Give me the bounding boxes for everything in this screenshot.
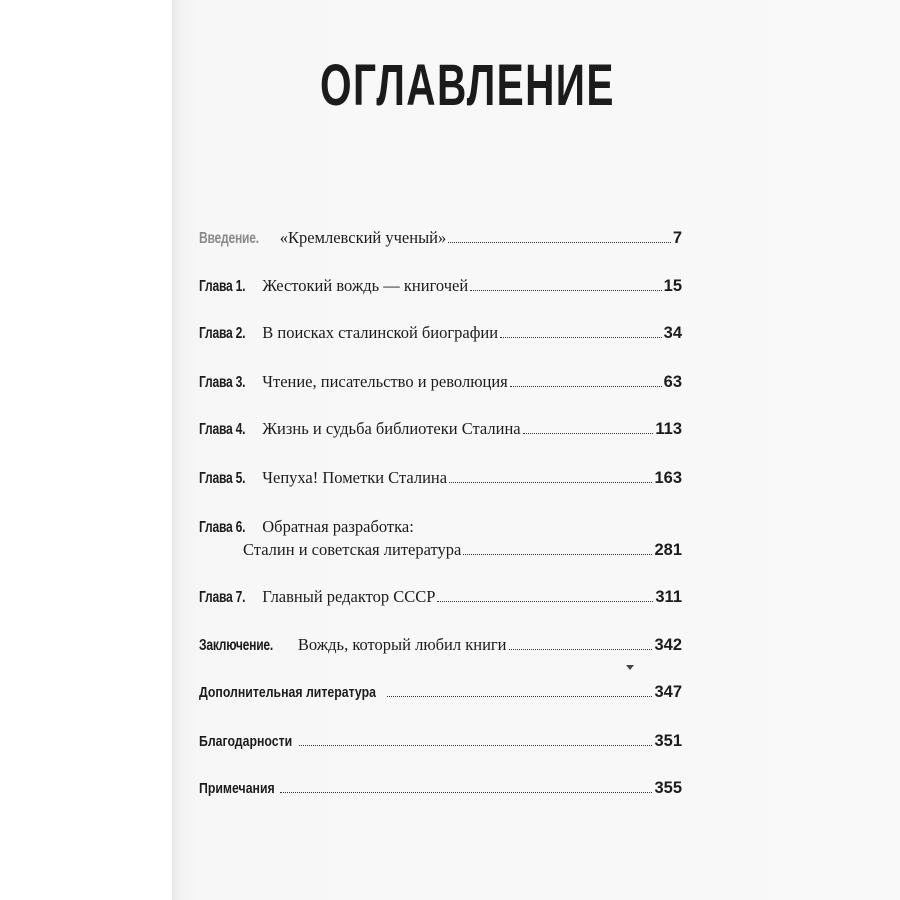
toc-entry-chapter-6-continued xyxy=(243,540,682,560)
entry-page-number: 7 xyxy=(672,229,682,247)
dot-leader xyxy=(299,745,653,746)
entry-prefix: Глава 6. xyxy=(199,519,246,536)
entry-prefix: Глава 3. xyxy=(199,374,246,391)
entry-title: Главный редактор СССР xyxy=(262,587,436,606)
toc-entry-chapter-3 xyxy=(199,372,682,393)
entry-page-number: 163 xyxy=(654,469,682,487)
toc-entry-chapter-4 xyxy=(199,419,682,440)
entry-page-number: 311 xyxy=(655,588,682,606)
entry-title: Чепуха! Пометки Сталина xyxy=(262,468,448,487)
entry-prefix: Глава 5. xyxy=(199,470,246,487)
entry-prefix: Глава 2. xyxy=(199,325,246,342)
toc-entry-conclusion xyxy=(199,635,682,656)
toc-entry-chapter-5 xyxy=(199,468,682,489)
entry-page-number: 355 xyxy=(654,779,682,797)
dot-leader xyxy=(449,482,652,483)
dot-leader xyxy=(500,337,662,338)
dot-leader xyxy=(463,554,652,555)
entry-title: Сталин и советская литература xyxy=(243,540,462,559)
print-mark xyxy=(626,665,634,670)
entry-title: Жизнь и судьба библиотеки Сталина xyxy=(262,419,521,438)
dot-leader xyxy=(437,601,653,602)
entry-title: Жестокий вождь — книгочей xyxy=(262,276,469,295)
entry-page-number: 351 xyxy=(654,732,682,750)
dot-leader xyxy=(523,433,654,434)
toc-entry-notes xyxy=(199,778,682,799)
entry-title: Примечания xyxy=(199,780,275,797)
entry-page-number: 34 xyxy=(663,324,682,342)
dot-leader xyxy=(280,792,652,793)
entry-title: Чтение, писательство и революция xyxy=(262,372,508,391)
page-title: ОГЛАВЛЕНИЕ xyxy=(320,53,615,118)
entry-prefix: Глава 7. xyxy=(199,589,246,606)
entry-title: В поисках сталинской биографии xyxy=(262,323,499,342)
entry-title: Вождь, который любил книги xyxy=(297,635,507,654)
entry-prefix: Глава 4. xyxy=(199,421,246,438)
dot-leader xyxy=(448,242,671,243)
toc-entry-acknowledgements xyxy=(199,731,682,752)
entry-page-number: 281 xyxy=(654,541,682,559)
entry-page-number: 342 xyxy=(654,636,682,654)
entry-prefix: Заключение. xyxy=(199,637,274,654)
dot-leader xyxy=(510,386,662,387)
entry-title: «Кремлевский ученый» xyxy=(279,228,447,247)
dot-leader xyxy=(509,649,653,650)
entry-page-number: 113 xyxy=(655,420,682,438)
entry-title: Дополнительная литература xyxy=(199,684,376,701)
dot-leader xyxy=(470,290,661,291)
entry-prefix: Введение. xyxy=(199,230,259,247)
entry-prefix: Глава 1. xyxy=(199,278,246,295)
entry-title-line-1: Обратная разработка: xyxy=(262,517,414,536)
toc-entry-chapter-7 xyxy=(199,587,682,608)
toc-entry-chapter-2 xyxy=(199,323,682,344)
entry-page-number: 63 xyxy=(663,373,682,391)
toc-entry-chapter-6 xyxy=(199,517,682,538)
toc-entry-further-reading xyxy=(199,682,682,703)
entry-title: Благодарности xyxy=(199,733,293,750)
toc-entry-chapter-1 xyxy=(199,276,682,297)
entry-page-number: 347 xyxy=(654,683,682,701)
toc-entry-introduction xyxy=(199,228,682,249)
entry-page-number: 15 xyxy=(663,277,682,295)
dot-leader xyxy=(387,696,653,697)
